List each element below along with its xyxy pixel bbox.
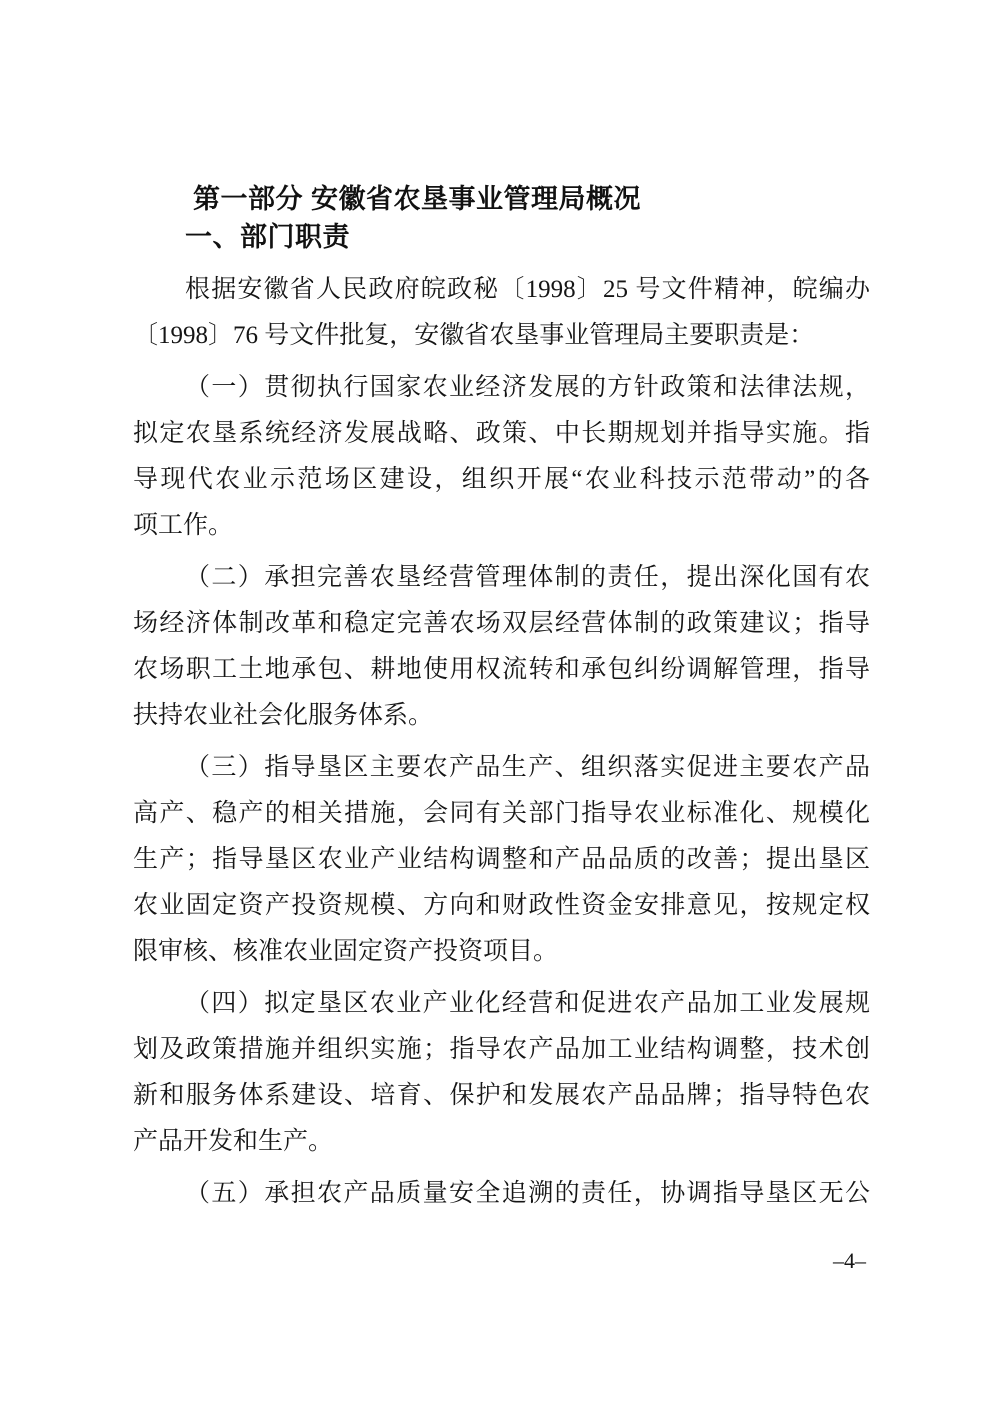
text-line: （四）拟定垦区农业产业化经营和促进农产品加工业发展规	[185, 990, 870, 1017]
text-line: 拟定农垦系统经济发展战略、政策、中长期规划并指导实施。指	[133, 420, 870, 447]
text-line: 扶持农业社会化服务体系。	[133, 702, 434, 729]
text-line: 农场职工土地承包、耕地使用权流转和承包纠纷调解管理，指导	[133, 656, 870, 683]
part-title: 第一部分 安徽省农垦事业管理局概况	[193, 184, 642, 214]
text-line: 根据安徽省人民政府皖政秘〔1998〕25 号文件精神，皖编办	[185, 276, 870, 303]
text-line: （二）承担完善农垦经营管理体制的责任，提出深化国有农	[185, 564, 870, 591]
text-line: 限审核、核准农业固定资产投资项目。	[133, 938, 559, 965]
paragraph-item-1	[133, 365, 870, 549]
text-line: 生产；指导垦区农业产业结构调整和产品品质的改善；提出垦区	[133, 846, 870, 873]
text-line: 新和服务体系建设、培育、保护和发展农产品品牌；指导特色农	[133, 1082, 870, 1109]
section-title: 一、部门职责	[185, 222, 350, 252]
text-line: 高产、稳产的相关措施，会同有关部门指导农业标准化、规模化	[133, 800, 870, 827]
text-line: 场经济体制改革和稳定完善农场双层经营体制的政策建议；指导	[133, 610, 870, 637]
text-line: （一）贯彻执行国家农业经济发展的方针政策和法律法规，	[185, 374, 870, 401]
paragraph-intro	[133, 267, 870, 359]
text-line: 产品开发和生产。	[133, 1128, 334, 1155]
document-body	[133, 267, 870, 1217]
text-line: 〔1998〕76 号文件批复，安徽省农垦事业管理局主要职责是：	[133, 322, 815, 349]
text-line: 农业固定资产投资规模、方向和财政性资金安排意见，按规定权	[133, 892, 870, 919]
page-number: –4–	[833, 1248, 866, 1273]
text-line: 导现代农业示范场区建设，组织开展“农业科技示范带动”的各	[133, 466, 870, 493]
paragraph-item-5	[133, 1171, 870, 1217]
paragraph-item-3	[133, 745, 870, 975]
text-line: （三）指导垦区主要农产品生产、组织落实促进主要农产品	[185, 754, 870, 781]
text-line: （五）承担农产品质量安全追溯的责任，协调指导垦区无公	[185, 1180, 870, 1207]
paragraph-item-2	[133, 555, 870, 739]
text-line: 划及政策措施并组织实施；指导农产品加工业结构调整，技术创	[133, 1036, 870, 1063]
text-line: 项工作。	[133, 512, 234, 539]
paragraph-item-4	[133, 981, 870, 1165]
